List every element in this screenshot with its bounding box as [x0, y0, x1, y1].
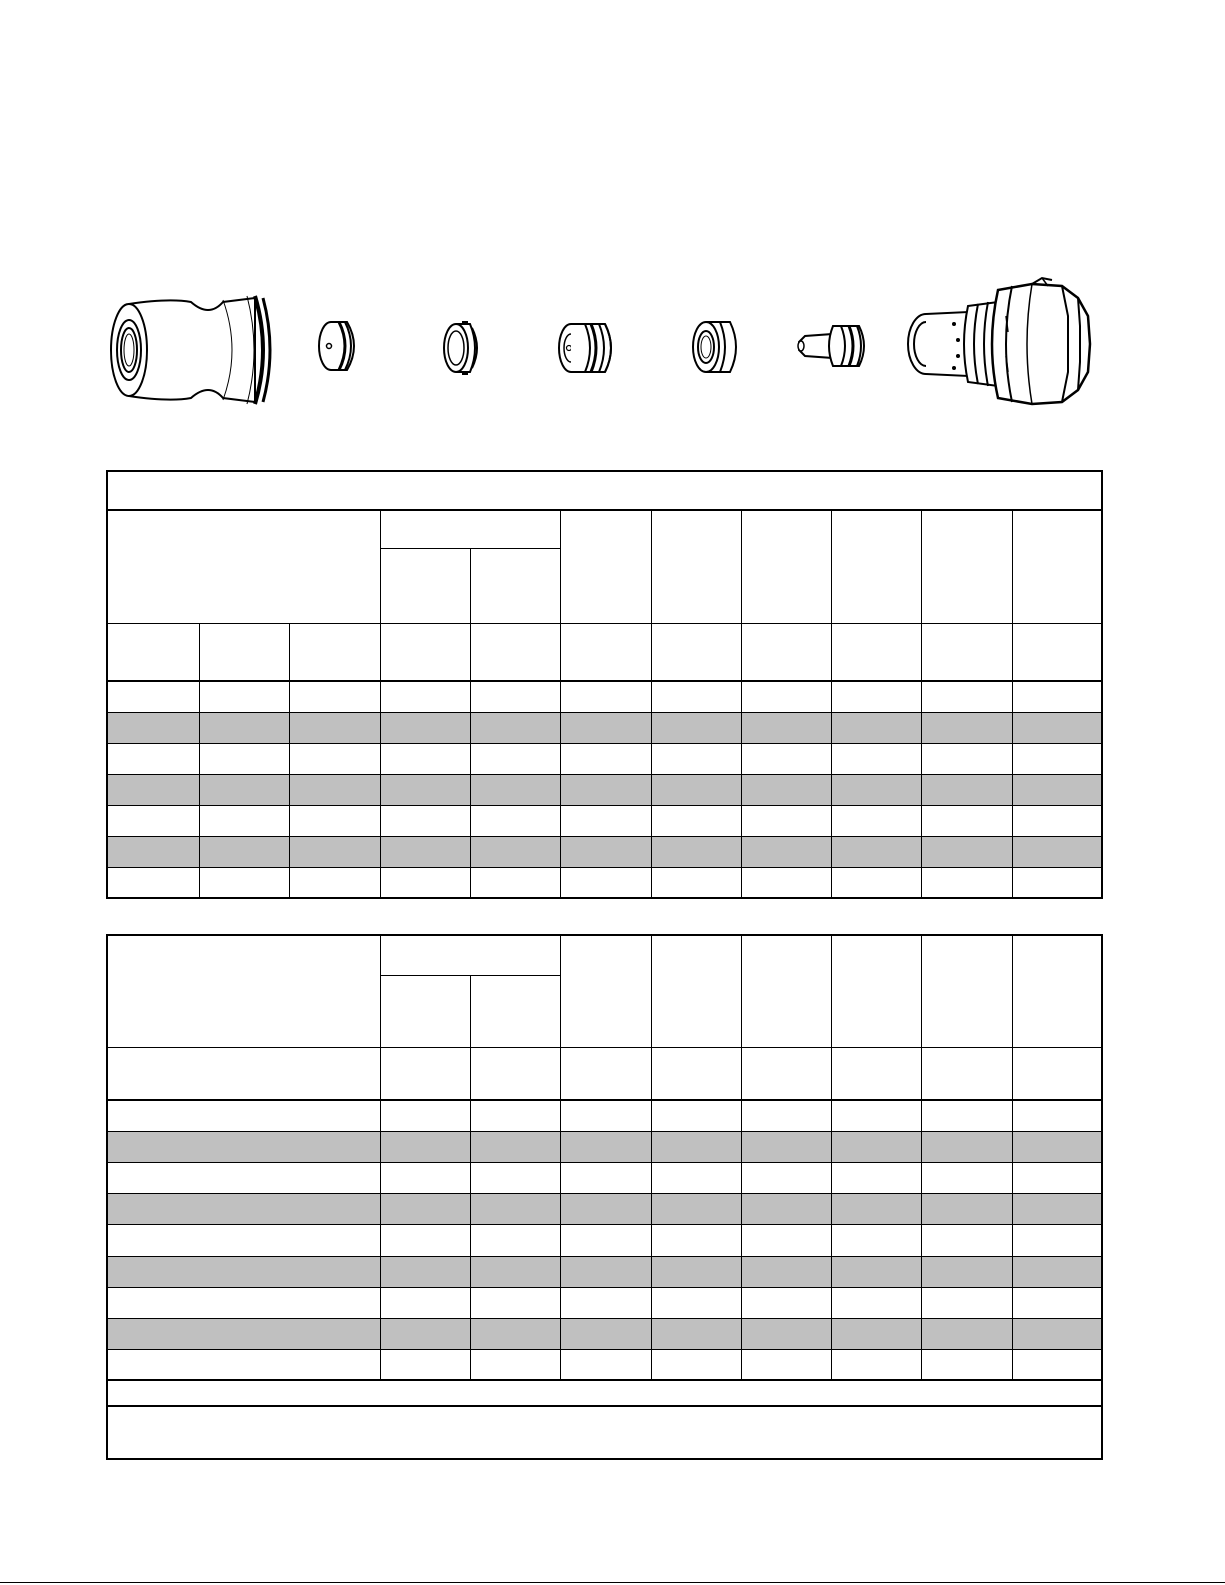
consumables-table-1 [106, 470, 1103, 899]
table-row-band [108, 1256, 1101, 1287]
table-row-band [108, 712, 1101, 743]
consumables-table-2 [106, 934, 1103, 1460]
table-2-footnote-row [108, 1381, 1101, 1405]
table-row-band [108, 1318, 1101, 1349]
table-2-notes-row [108, 1407, 1101, 1458]
nozzle-icon [555, 318, 625, 378]
swirl-ring-icon [690, 318, 746, 376]
shield-icon [317, 318, 363, 374]
table-row-band [108, 774, 1101, 805]
consumable-parts-illustration [0, 0, 1225, 440]
table-row-band [108, 1193, 1101, 1224]
retaining-cap-icon [442, 318, 484, 376]
page-bottom-rule [0, 1582, 1225, 1583]
shield-cap-icon [105, 290, 277, 410]
table-row-band [108, 836, 1101, 867]
table-1-title [108, 472, 1101, 510]
electrode-icon [793, 320, 873, 372]
torch-head-icon [902, 276, 1096, 412]
table-row-band [108, 1131, 1101, 1162]
